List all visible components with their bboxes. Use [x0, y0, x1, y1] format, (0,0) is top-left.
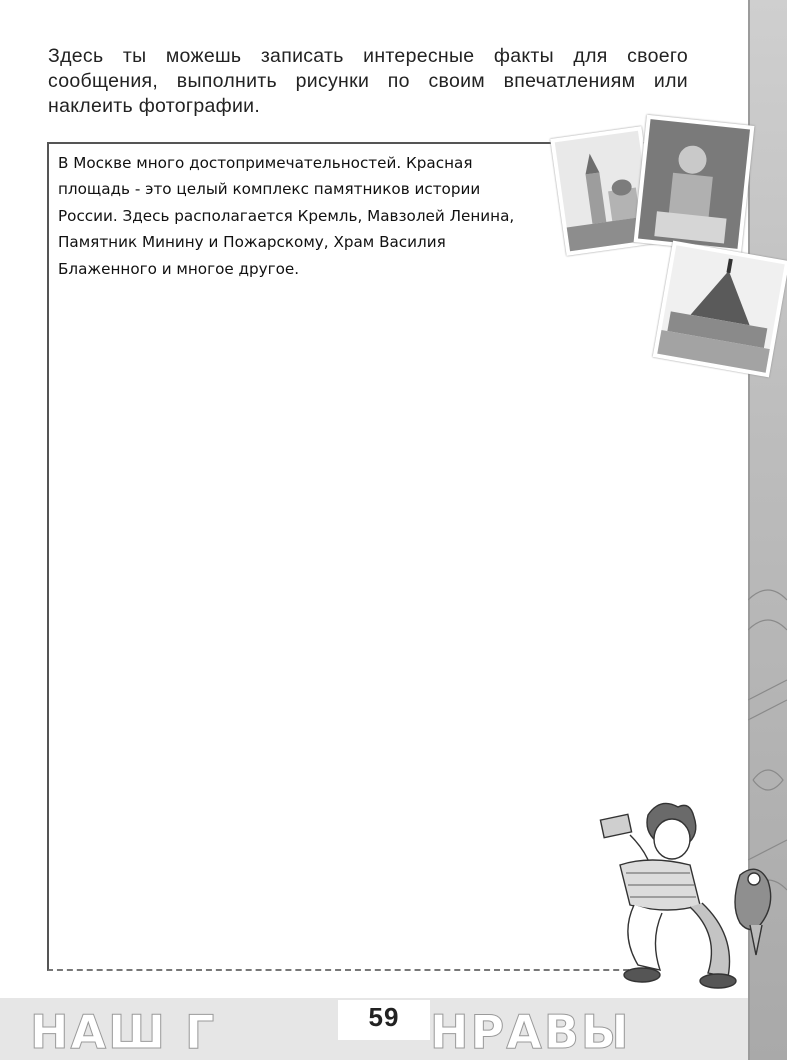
note-line: площадь - это целый комплекс памятников истории	[58, 180, 481, 199]
note-line: Памятник Минину и Пожарскому, Храм Василия	[58, 233, 446, 252]
note-line: Блаженного и многое другое.	[58, 259, 300, 278]
monument-photo	[634, 115, 755, 254]
note-line: России. Здесь располагается Кремль, Мавзолей Ленина,	[58, 206, 515, 225]
instructions-text: Здесь ты можешь записать интересные факты для своего сообщения, выполнить рисунки по своим впечатлениям или наклеить фотографии.	[48, 45, 688, 117]
footer-title-left: НАШ Г	[30, 1005, 217, 1059]
footer-title-right: НРАВЫ	[430, 1005, 631, 1059]
page-number: 59	[368, 1002, 400, 1032]
wooden-church-photo	[653, 241, 787, 378]
note-line: В Москве много достопримечательностей. Красная	[58, 154, 473, 172]
student-note	[58, 150, 563, 282]
boy-with-camera-illustration	[590, 795, 787, 1000]
